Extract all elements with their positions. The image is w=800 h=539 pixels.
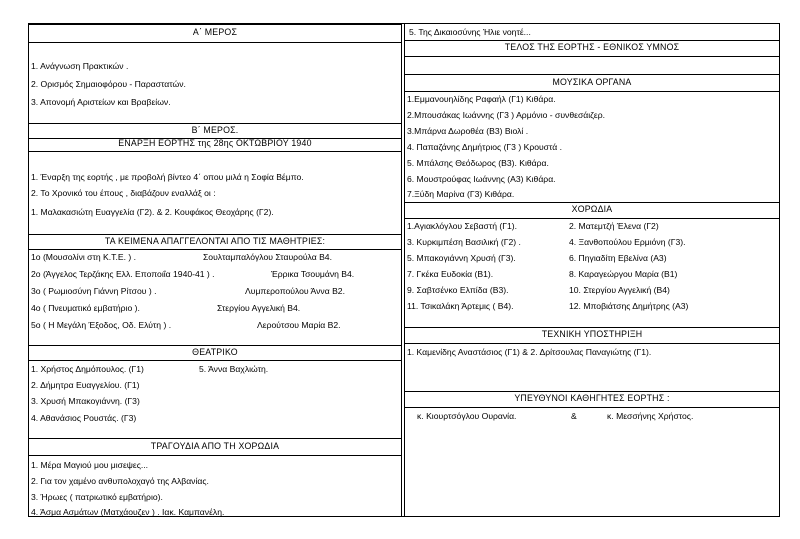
text-row-4-student: Στεργίου Αγγελική Β4. (217, 303, 301, 313)
text-row-5-student: Λερούτσου Μαρία Β2. (257, 320, 341, 330)
choir-member-4: 4. Ξανθοπούλου Ερμιόνη (Γ3). (569, 237, 686, 247)
text-row-2-work: 2ο (Άγγελος Τερζάκης Ελλ. Εποποιΐα 1940-41 ) . (31, 269, 215, 279)
part-b-subtitle: ΕΝΑΡΞΗ ΕΟΡΤΗΣ της 28ης ΟΚΤΩΒΡΙΟΥ 1940 (29, 137, 401, 152)
theatre-row-4: 4. Αθανάσιος Ρουστάς. (Γ3) (31, 413, 137, 423)
music-title: ΜΟΥΣΙΚΑ ΟΡΓΑΝΑ (405, 74, 779, 92)
theatre-title: ΘΕΑΤΡΙΚΟ (29, 345, 401, 361)
choir-member-1: 1.Αγιακλόγλου Σεβαστή (Γ1). (407, 221, 518, 231)
program-sheet (28, 23, 780, 517)
choir-member-10: 10. Στεργίου Αγγελική (Β4) (569, 285, 670, 295)
part-a-title: Α΄ ΜΕΡΟΣ (29, 24, 401, 43)
music-item-5: 5. Μπάλσης Θεόδωρος (Β3). Κιθάρα. (407, 158, 549, 168)
music-item-2: 2.Μπουσάκας Ιωάννης (Γ3 ) Αρμόνιο - συνθεσάιζερ. (407, 110, 606, 120)
teacher-2: κ. Μεσσήνης Χρήστος. (607, 411, 694, 421)
choir-member-7: 7. Γκέκα Ευδοκία (Β1). (407, 269, 494, 279)
song-4: 4. Άσμα Ασμάτων (Ματχάουζεν ) . Ιακ. Καμπανέλη. (31, 507, 225, 517)
text-row-1-work: 1ο (Μουσολίνι στη Κ.Τ.Ε. ) . (31, 252, 136, 262)
choir-member-3: 3. Κυρκιμπέση Βασιλική (Γ2) . (407, 237, 521, 247)
choir-member-5: 5. Μπακογιάννη Χρυσή (Γ3). (407, 253, 516, 263)
music-item-4: 4. Παπαζάνης Δημήτριος (Γ3 ) Κρουστά . (407, 142, 563, 152)
part-a-item-1: 1. Ανάγνωση Πρακτικών . (31, 61, 129, 71)
text-row-4-work: 4ο ( Πνευματικό εμβατήριο ). (31, 303, 140, 313)
choir-member-8: 8. Καραγεώργου Μαρία (Β1) (569, 269, 678, 279)
choir-member-6: 6. Πηγιαδίτη Εβελίνα (Α3) (569, 253, 667, 263)
column-divider (401, 24, 405, 516)
music-item-1: 1.Εμμανουηλίδης Ραφαήλ (Γ1) Κιθάρα. (407, 94, 556, 104)
choir-member-11: 11. Τσικαλάκη Άρτεμις ( Β4). (407, 301, 514, 311)
music-item-7: 7.Ξύδη Μαρίνα (Γ3) Κιθάρα. (407, 189, 515, 199)
teachers-title: ΥΠΕΥΘΥΝΟΙ ΚΑΘΗΓΗΤΕΣ ΕΟΡΤΗΣ : (405, 391, 779, 408)
choir-member-12: 12. Μποβιάτσης Δημήτρης (Α3) (569, 301, 689, 311)
text-row-3-work: 3ο ( Ρωμιοσύνη Γιάννη Ρίτσου ) . (31, 286, 157, 296)
part-b-item-1: 1. Έναρξη της εορτής , με προβολή βίντεο 4΄ οπου μιλά η Σοφία Βέμπο. (31, 172, 304, 182)
tech-support-text: 1. Καμενίδης Αναστάσιος (Γ1) & 2. Δρίτσουλας Παναγιώτης (Γ1). (407, 347, 652, 357)
text-row-5-work: 5ο ( Η Μεγάλη Έξοδος, Οδ. Ελύτη ) . (31, 320, 172, 330)
part-b-readers: 1. Μαλακασιώτη Ευαγγελία (Γ2). & 2. Κουφάκος Θεοχάρης (Γ2). (31, 207, 274, 217)
text-row-2-student: Έρρικα Τσουμάνη Β4. (271, 269, 355, 279)
theatre-row-1-extra: 5. Άννα Βαχλιώτη. (199, 364, 269, 374)
theatre-row-1: 1. Χρήστος Δημόπουλος. (Γ1) (31, 364, 144, 374)
texts-title: ΤΑ ΚΕΙΜΕΝΑ ΑΠΑΓΓΕΛΟΝΤΑΙ ΑΠΟ ΤΙΣ ΜΑΘΗΤΡΙΕΣ: (29, 234, 401, 250)
part-b-item-2: 2. Το Χρονικό του έπους , διαβάζουν εναλλάξ οι : (31, 188, 216, 198)
choir-member-2: 2. Ματεμτζή Έλενα (Γ2) (569, 221, 659, 231)
text-row-3-student: Λυμπεροπούλου Άννα Β2. (245, 286, 345, 296)
teacher-ampersand: & (571, 411, 577, 421)
teacher-1: κ. Κιουρτσόγλου Ουρανία. (417, 411, 517, 421)
choir-title: ΧΟΡΩΔΙΑ (405, 202, 779, 219)
part-b-title: Β΄ ΜΕΡΟΣ. (29, 123, 401, 139)
song-1: 1. Μέρα Μαγιού μου μισεψες... (31, 460, 149, 470)
part-a-item-3: 3. Απονομή Αριστείων και Βραβείων. (31, 97, 171, 107)
right-top-item: 5. Της Δικαιοσύνης Ήλιε νοητέ... (409, 27, 531, 37)
song-2: 2. Για τον χαμένο ανθυπολοχαγό της Αλβανίας. (31, 476, 209, 486)
part-a-item-2: 2. Ορισμός Σημαιοφόρου - Παραστατών. (31, 79, 186, 89)
songs-title: ΤΡΑΓΟΥΔΙΑ ΑΠΟ ΤΗ ΧΟΡΩΔΙΑ (29, 438, 401, 456)
music-item-6: 6. Μουστρούφας Ιωάννης (Α3) Κιθάρα. (407, 174, 556, 184)
music-item-3: 3.Μπάρνα Δωροθέα (Β3) Βιολί . (407, 126, 529, 136)
theatre-row-3: 3. Χρυσή Μπακογιάννη. (Γ3) (31, 396, 140, 406)
end-title: ΤΕΛΟΣ ΤΗΣ ΕΟΡΤΗΣ - ΕΘΝΙΚΟΣ ΥΜΝΟΣ (405, 40, 779, 57)
song-3: 3. Ήρωες ( πατριωτικό εμβατήριο). (31, 492, 163, 502)
tech-title: ΤΕΧΝΙΚΗ ΥΠΟΣΤΗΡΙΞΗ (405, 327, 779, 344)
choir-member-9: 9. Σαβτσένκο Ελπίδα (Β3). (407, 285, 509, 295)
theatre-row-2: 2. Δήμητρα Ευαγγελίου. (Γ1) (31, 380, 140, 390)
text-row-1-student: Σουλταμπαλόγλου Σταυρούλα Β4. (203, 252, 332, 262)
